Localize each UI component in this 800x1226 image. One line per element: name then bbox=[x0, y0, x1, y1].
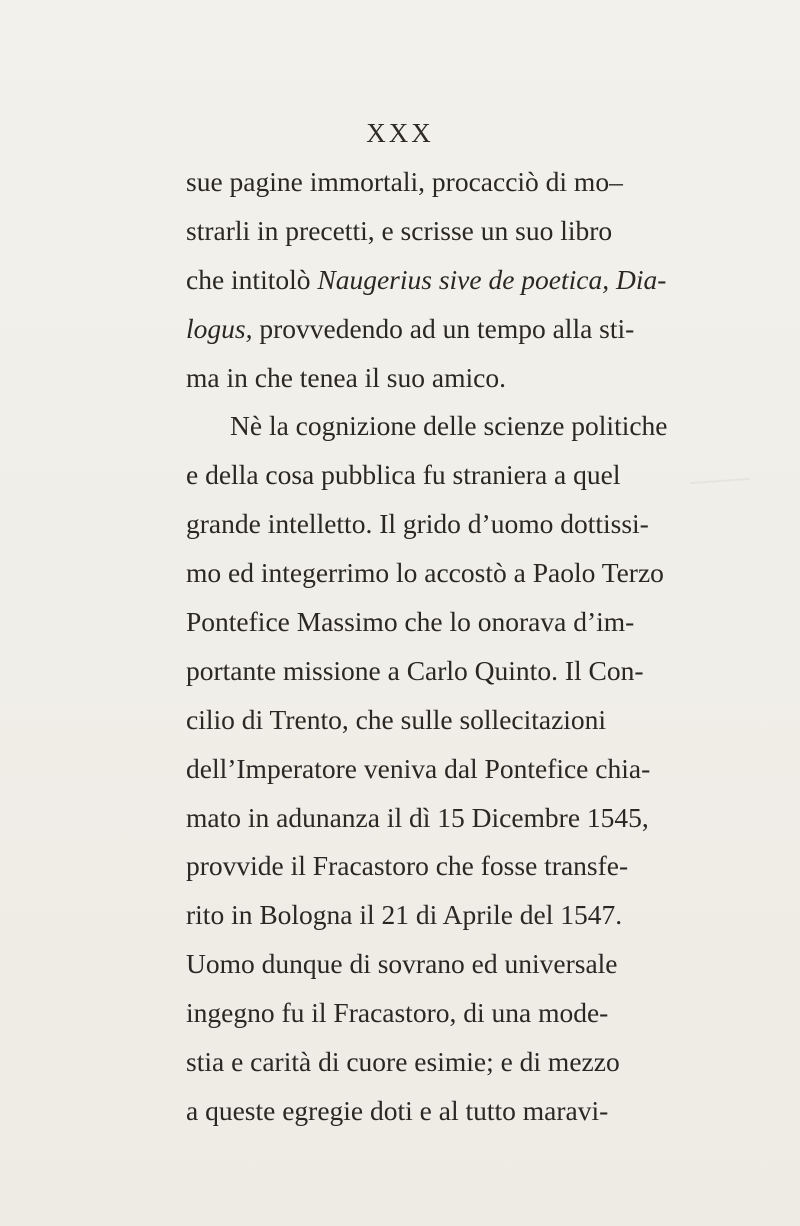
text-line: sue pagine immortali, procacciò di mo– bbox=[186, 166, 623, 197]
text-line: mato in adunanza il dì 15 Dicembre 1545, bbox=[186, 801, 649, 833]
text-line bbox=[186, 256, 746, 305]
text-line: ma in che tenea il suo amico. bbox=[186, 361, 506, 393]
text-line: ingegno fu il Fracastoro, di una mode- bbox=[186, 997, 609, 1029]
text-line: Pontefice Massimo che lo onorava d’im- bbox=[186, 606, 635, 638]
text-line: e della cosa pubblica fu straniera a quel bbox=[186, 459, 621, 491]
text-line: grande intelletto. Il grido d’uomo dottissi- bbox=[186, 508, 649, 540]
body-text bbox=[186, 158, 746, 1136]
text-line: rito in Bologna il 21 di Aprile del 1547. bbox=[186, 899, 623, 931]
text-line: mo ed integerrimo lo accostò a Paolo Terzo bbox=[186, 557, 664, 589]
text-line: a queste egregie doti e al tutto maravi- bbox=[186, 1094, 609, 1126]
italic-title-end: logus, bbox=[186, 312, 253, 344]
text-line bbox=[186, 305, 746, 354]
text-line: stia e carità di cuore esimie; e di mezzo bbox=[186, 1046, 620, 1078]
italic-title: Naugerius sive de poetica, Dia- bbox=[317, 263, 667, 295]
text-line: dell’Imperatore veniva dal Pontefice chia- bbox=[186, 752, 651, 784]
text-line: Uomo dunque di sovrano ed universale bbox=[186, 948, 618, 980]
text-span: che intitolò bbox=[186, 263, 318, 295]
text-line: cilio di Trento, che sulle sollecitazioni bbox=[186, 703, 607, 735]
text-span: provvedendo ad un tempo alla sti- bbox=[252, 312, 635, 344]
text-line: portante missione a Carlo Quinto. Il Con- bbox=[186, 654, 644, 686]
page-number: XXX bbox=[366, 118, 434, 148]
text-line: provvide il Fracastoro che fosse transfe- bbox=[186, 850, 629, 882]
text-line: strarli in precetti, e scrisse un suo libro bbox=[186, 214, 613, 246]
text-line-paragraph-start: Nè la cognizione delle scienze politiche bbox=[230, 410, 668, 442]
